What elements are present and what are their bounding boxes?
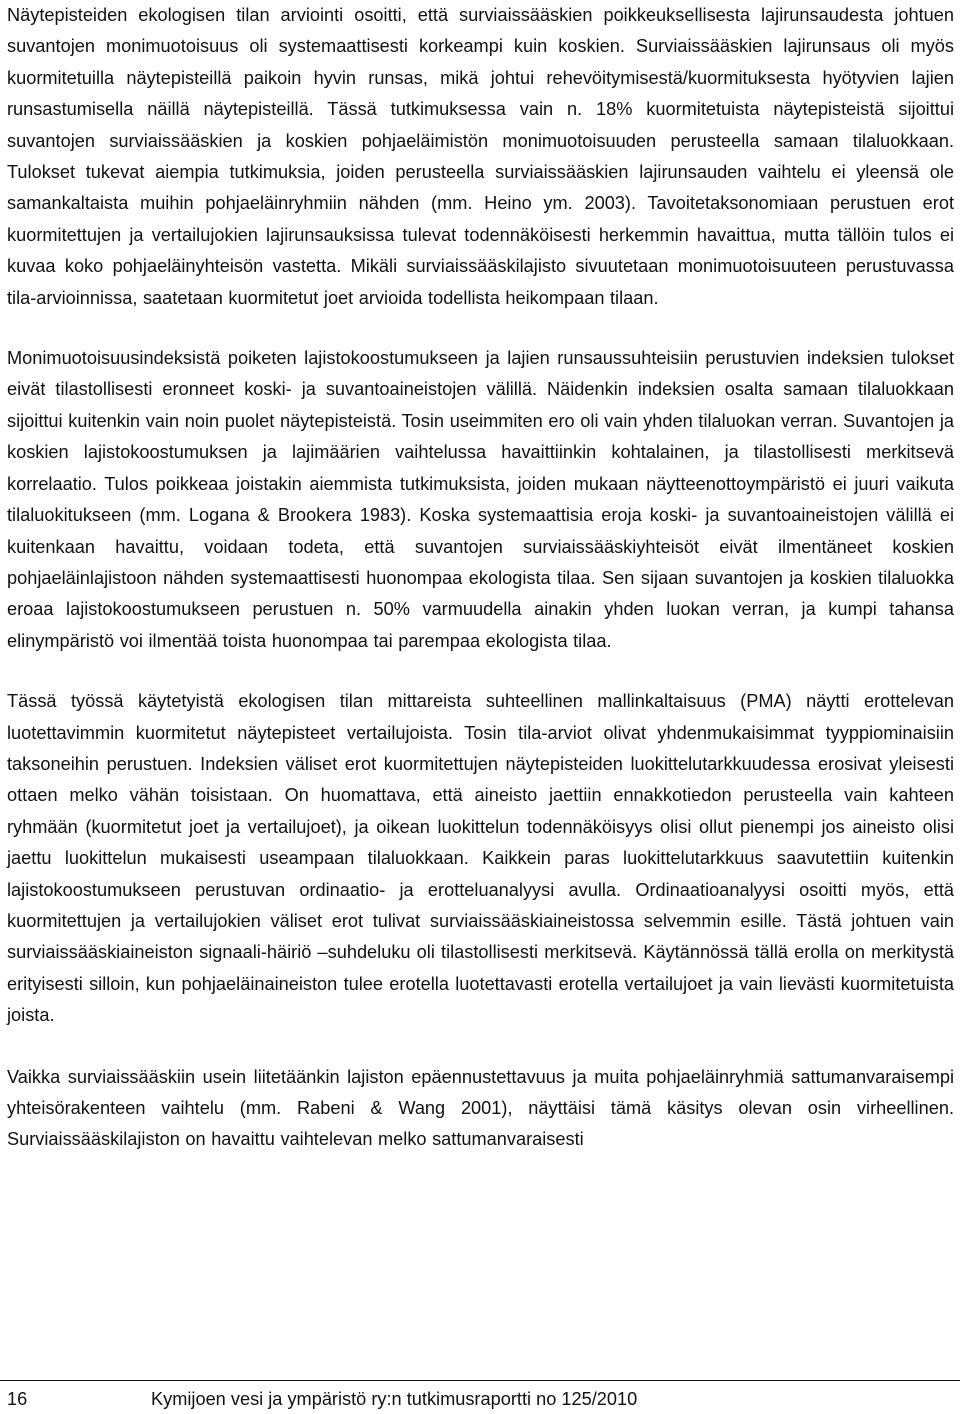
page-number: 16 [7,1389,28,1409]
report-title: Kymijoen vesi ja ympäristö ry:n tutkimusraportti no 125/2010 [151,1389,638,1409]
paragraph-pma-metrics: Tässä työssä käytetyistä ekologisen tilan mittareista suhteellinen mallinkaltaisuus (PMA) näytti erottelevan luotettavimmin kuormitetut näytepisteet vertailujoista. Tosin tila-arviot olivat yhdenmukaisimmat tyyppiominaisiin taksoneihin perustuen. Indeksien väliset erot kuormitettujen näytepisteiden luokittelutarkkuudessa erosivat yleisesti ottaen melko vähän toisistaan. On huomattava, että aineisto jaettiin ennakkotiedon perusteella vain kahteen ryhmään (kuormitetut joet ja vertailujoet), ja oikean luokittelun todennäköisyys olisi ollut pienempi jos aineisto olisi jaettu luokittelun mukaisesti useampaan tilaluokkaan. Kaikkein paras luokittelutarkkuus saavutettiin kuitenkin lajistokoostumukseen perustuvan ordinaatio- ja erotteluanalyysi avulla. Ordinaatioanalyysi osoitti myös, että kuormitettujen ja vertailujokien väliset erot tulivat surviaissääskiaineistossa selvemmin esille. Tästä johtuen vain surviaissääskiaineiston signaali-häiriö –suhdeluku oli tilastollisesti merkitsevä. Käytännössä tällä erolla on merkitystä erityisesti silloin, kun pohjaeläinaineiston tulee erotella luotettavasti erotella vertailujoet ja vain lievästi kuormitetuista joista. [7,691,954,1026]
footer-divider [0,1380,960,1381]
report-page [7,0,954,1156]
paragraph-diversity-indices: Monimuotoisuusindeksistä poiketen lajistokoostumukseen ja lajien runsaussuhteisiin perustuvien indeksien tulokset eivät tilastollisesti eronneet koski- ja suvantoaineistojen välillä. Näidenkin indeksien osalta samaan tilaluokkaan sijoittui kuitenkin vain noin puolet näytepisteistä. Tosin useimmiten ero oli vain yhden tilaluokan verran. Suvantojen ja koskien lajistokoostumuksen ja lajimäärien vaihtelussa havaittiinkin kohtalainen, ja tilastollisesti merkitsevä korrelaatio. Tulos poikkeaa joistakin aiemmista tutkimuksista, joiden mukaan näytteenottoympäristö ei juuri vaikuta tilaluokitukseen (mm. Logana & Brookera 1983). Koska systemaattisia eroja koski- ja suvantoaineistojen välillä ei kuitenkaan havaittu, voidaan todeta, että suvantojen surviaissääskiyhteisöt eivät ilmentäneet koskien pohjaeläinlajistoon nähden systemaattisesti huonompaa ekologista tilaa. Sen sijaan suvantojen ja koskien tilaluokka eroaa lajistokoostumukseen perustuen n. 50% varmuudella ainakin yhden luokan verran, ja kumpi tahansa elinympäristö voi ilmentää toista huonompaa tai parempaa ekologista tilaa. [7,348,954,651]
paragraph-ecological-status: Näytepisteiden ekologisen tilan arviointi osoitti, että surviaissääskien poikkeuksellisesta lajirunsaudesta johtuen suvantojen monimuotoisuus oli systemaattisesti korkeampi kuin koskien. Surviaissääskien lajirunsaus oli myös kuormitetuilla näytepisteillä paikoin hyvin runsas, mikä johtui rehevöitymisestä/kuormituksesta hyötyvien lajien runsastumisella näillä näytepisteillä. Tässä tutkimuksessa vain n. 18% kuormitetuista näytepisteistä sijoittui suvantojen surviaissääskien ja koskien pohjaeläimistön monimuotoisuuden perusteella samaan tilaluokkaan. Tulokset tukevat aiempia tutkimuksia, joiden perusteella surviaissääskien lajirunsauden vaihtelu ei yleensä ole samankaltaista muihin pohjaeläinryhmiin nähden (mm. Heino ym. 2003). Tavoitetaksonomiaan perustuen erot kuormitettujen ja vertailujokien lajirunsauksissa tulevat todennäköisesti herkemmin havaittua, mutta tällöin tulos ei kuvaa koko pohjaeläinyhteisön vastetta. Mikäli surviaissääskilajisto sivuutetaan monimuotoisuuteen perustuvassa tila-arvioinnissa, saatetaan kuormitetut joet arvioida todellista heikompaan tilaan. [7,5,954,308]
paragraph-chironomid-variation: Vaikka surviaissääskiin usein liitetäänkin lajiston epäennustettavuus ja muita pohjaeläinryhmiä sattumanvaraisempi yhteisörakenteen vaihtelu (mm. Rabeni & Wang 2001), näyttäisi tämä käsitys olevan osin virheellinen. Surviaissääskilajiston on havaittu vaihtelevan melko sattumanvaraisesti [7,1066,954,1150]
